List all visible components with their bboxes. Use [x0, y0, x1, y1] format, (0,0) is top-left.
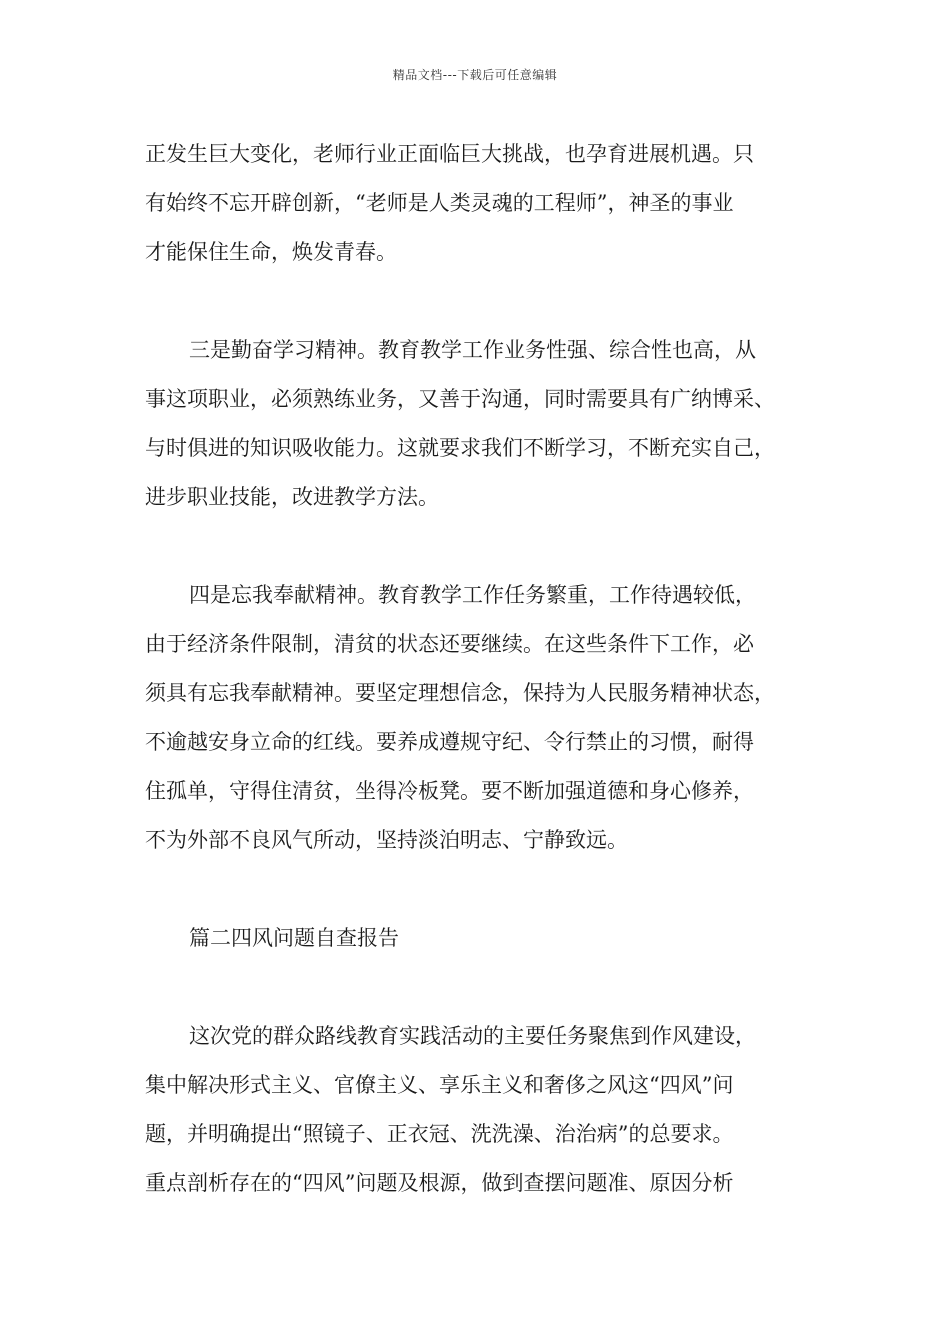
text-line: 须具有忘我奉献精神。要坚定理想信念，保持为人民服务精神状态，	[145, 681, 775, 705]
paragraph-gap	[145, 963, 825, 1012]
document-body	[145, 130, 825, 1208]
text-line: 进步职业技能，改进教学方法。	[145, 485, 439, 509]
paragraph-gap	[145, 277, 825, 326]
text-line: 这次党的群众路线教育实践活动的主要任务聚焦到作风建设，	[189, 1024, 756, 1048]
paragraph-dedication-spirit	[145, 571, 825, 865]
text-line: 重点剖析存在的“四风”问题及根源，做到查摆问题准、原因分析	[145, 1171, 734, 1195]
text-line: 由于经济条件限制，清贫的状态还要继续。在这些条件下工作，必	[145, 632, 754, 656]
paragraph-four-winds	[145, 1012, 825, 1208]
text-line: 住孤单，守得住清贫，坐得冷板凳。要不断加强道德和身心修养，	[145, 779, 754, 803]
paragraph-continuation	[145, 130, 825, 277]
text-line: 不为外部不良风气所动，坚持淡泊明志、宁静致远。	[145, 828, 628, 852]
text-line: 与时俱进的知识吸收能力。这就要求我们不断学习，不断充实自己，	[145, 436, 775, 460]
text-line: 正发生巨大变化，老师行业正面临巨大挑战，也孕育进展机遇。只	[145, 142, 754, 166]
text-line: 三是勤奋学习精神。教育教学工作业务性强、综合性也高，从	[189, 338, 756, 362]
paragraph-gap	[145, 865, 825, 914]
paragraph-gap	[145, 522, 825, 571]
text-line: 题，并明确提出“照镜子、正衣冠、洗洗澡、治治病”的总要求。	[145, 1122, 734, 1146]
section-heading	[145, 914, 825, 963]
paragraph-study-spirit	[145, 326, 825, 522]
text-line: 集中解决形式主义、官僚主义、享乐主义和奢侈之风这“四风”问	[145, 1073, 734, 1097]
text-line: 才能保住生命，焕发青春。	[145, 240, 397, 264]
text-line: 有始终不忘开辟创新，“老师是人类灵魂的工程师”，神圣的事业	[145, 191, 734, 215]
text-line: 事这项职业，必须熟练业务，又善于沟通，同时需要具有广纳博采、	[145, 387, 775, 411]
text-line: 不逾越安身立命的红线。要养成遵规守纪、令行禁止的习惯，耐得	[145, 730, 754, 754]
text-line: 四是忘我奉献精神。教育教学工作任务繁重，工作待遇较低，	[189, 583, 756, 607]
section-heading-text: 篇二四风问题自查报告	[189, 926, 399, 950]
page-header: 精品文档---下载后可任意编辑	[392, 68, 558, 82]
